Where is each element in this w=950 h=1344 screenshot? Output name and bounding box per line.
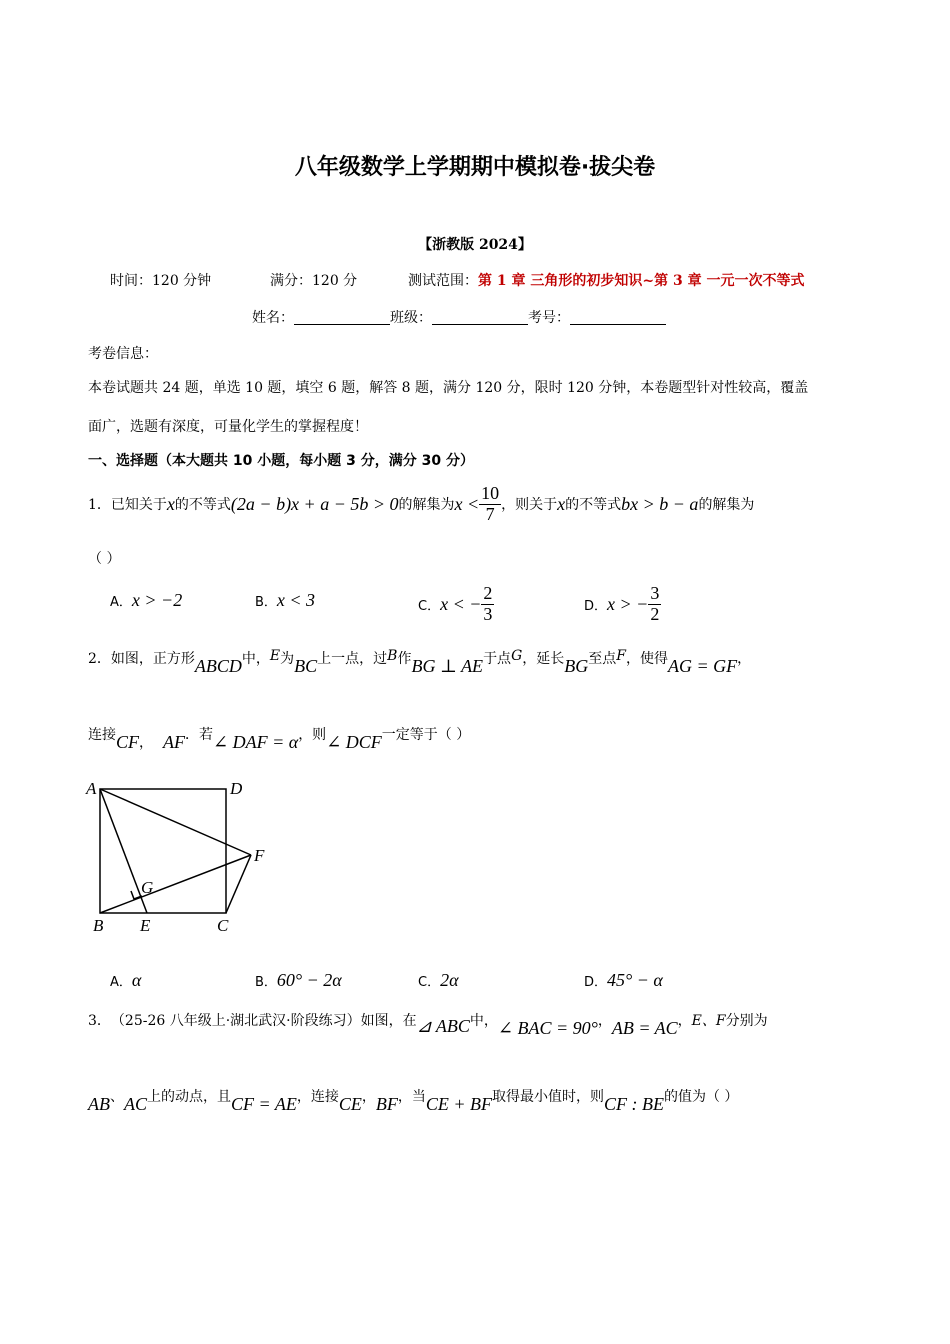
q2-point-f: F (616, 648, 626, 664)
q1-option-d-label: D． (584, 598, 608, 614)
q3-text-7: 上的动点，且 (147, 1089, 232, 1105)
q3-text-4: ， (677, 1013, 692, 1029)
q2-perpendicular: BG ⊥ AE (411, 656, 484, 676)
square-abcd (100, 789, 226, 913)
q2-segment-cf: CF (116, 732, 140, 752)
q3-text-11: 取得最小值时，则 (491, 1089, 604, 1105)
q2-point-b: B (387, 648, 398, 664)
question-2-line-2 (88, 724, 470, 753)
q3-angle: ∠ BAC = 90° (497, 1018, 598, 1038)
q2-option-d-value: 45° − α (607, 970, 663, 990)
q2-angle: ∠ DAF = α (213, 732, 299, 752)
q2-option-b-value: 60° − 2α (276, 970, 342, 990)
exam-no-label: 考号： (528, 310, 570, 326)
q2-text-10: ， (737, 651, 752, 667)
q1-solution-lhs: x < (454, 493, 480, 514)
exam-range (408, 270, 804, 290)
q2-text-4: 上一点，过 (317, 651, 388, 667)
q1-paren: （ ） (88, 551, 121, 567)
q3-text-6: 、 (110, 1089, 124, 1105)
fig-label-e: E (140, 916, 151, 935)
q3-points-ef: E、F (691, 1013, 726, 1029)
q1-option-b-value: x < 3 (276, 590, 316, 610)
q3-equation: AB = AC (611, 1018, 678, 1038)
question-2-line-1 (88, 648, 751, 677)
q2-text-7: ，延长 (522, 651, 565, 667)
q2-option-a[interactable] (110, 970, 141, 991)
question-3-line-2 (88, 1086, 738, 1115)
q1-option-c[interactable] (418, 584, 494, 625)
q1-number: 1． (88, 497, 111, 514)
q2-option-d-label: D． (584, 975, 608, 990)
q1-option-a-label: A． (110, 595, 132, 610)
q1-frac-num: 10 (481, 483, 500, 503)
question-1 (88, 484, 754, 525)
q3-text-10: ，当 (397, 1089, 426, 1105)
q3-text-2: 中， (469, 1013, 498, 1029)
q3-text-1: （25-26 八年级上·湖北武汉·阶段练习）如图，在 (110, 1013, 417, 1029)
fig-label-a: A (86, 779, 97, 798)
q2-segment-bc: BC (294, 656, 318, 676)
q3-number: 3． (88, 1013, 111, 1029)
q1-option-c-fraction (481, 584, 494, 625)
q1-text-2: 的不等式 (174, 497, 231, 514)
q2-option-b[interactable] (255, 970, 342, 991)
q3-text-8: ，连接 (296, 1089, 339, 1105)
q2-option-c-value: 2α (440, 970, 459, 990)
q2-number: 2． (88, 651, 111, 667)
q2-segment-af: AF (163, 732, 186, 752)
q1-option-b[interactable] (255, 590, 315, 611)
q1-text-1: 已知关于 (110, 497, 167, 514)
q2-square: ABCD (194, 656, 242, 676)
q2-text-8: 至点 (588, 651, 617, 667)
q1-inequality-2: bx > b − a (621, 493, 699, 514)
q1-solution-fraction (479, 484, 501, 525)
question-3-line-1 (88, 1010, 768, 1039)
q1-option-d-lhs: x > − (607, 593, 649, 614)
q3-text-9: ， (361, 1089, 376, 1105)
exam-no-blank[interactable] (570, 310, 666, 325)
info-line-1: 本卷试题共 24 题，单选 10 题，填空 6 题，解答 8 题，满分 120 分，限时 120 分钟，本卷题型针对性较高，覆盖 (88, 380, 809, 396)
fig-label-g: G (141, 878, 154, 897)
q2-text-2: 中， (241, 651, 270, 667)
q2-point-e: E (269, 648, 281, 664)
q2-text-5: 作 (397, 651, 412, 667)
q3-segment-ac: AC (124, 1094, 148, 1114)
q2-option-a-value: α (131, 970, 142, 990)
name-label: 姓名： (252, 310, 294, 326)
q2-option-d[interactable] (584, 970, 663, 991)
section-heading: 一、选择题（本大题共 10 小题，每小题 3 分，满分 30 分） (88, 453, 474, 469)
q3-text-12: 的值为（ ） (663, 1089, 739, 1105)
fill-in-line (252, 307, 666, 327)
exam-time: 时间：120 分钟 (110, 273, 212, 289)
q1-option-c-label: C． (418, 598, 441, 614)
range-label: 测试范围： (408, 273, 478, 289)
q1-frac-den: 7 (485, 503, 495, 524)
class-label: 班级： (390, 310, 432, 326)
q2-text-14: ，则 (298, 727, 327, 743)
q3-segment-ce: CE (338, 1094, 362, 1114)
q1-option-d-num: 3 (650, 583, 660, 603)
page-title: 八年级数学上学期期中模拟卷·拔尖卷 (294, 155, 656, 180)
q1-option-a-value: x > −2 (131, 590, 183, 610)
fig-label-f: F (254, 846, 265, 865)
segment-af (100, 789, 251, 855)
name-blank[interactable] (294, 310, 390, 325)
q1-option-d-den: 2 (650, 603, 660, 624)
info-heading: 考卷信息： (88, 346, 158, 362)
fig-label-b: B (93, 916, 104, 935)
q1-option-c-lhs: x < − (440, 593, 482, 614)
q2-text-15: 一定等于（ ） (381, 727, 471, 743)
q3-text-3: ， (597, 1013, 612, 1029)
q2-equation: AG = GF (667, 656, 738, 676)
range-value: 第 1 章 三角形的初步知识~第 3 章 一元一次不等式 (478, 273, 805, 289)
q3-sum: CE + BF (425, 1094, 492, 1114)
q1-text-4: ，则关于 (501, 497, 558, 514)
q1-var-x: x (166, 493, 175, 514)
q2-angle-2: ∠ DCF (326, 732, 382, 752)
q1-var-x-2: x (557, 493, 566, 514)
edition-label: 【浙教版 2024】 (418, 237, 532, 253)
q1-text-6: 的解集为 (698, 497, 755, 514)
q2-option-a-label: A． (110, 975, 132, 990)
class-blank[interactable] (432, 310, 528, 325)
q1-option-c-den: 3 (483, 603, 493, 624)
q2-option-c-label: C． (418, 975, 441, 990)
q1-option-d-fraction (648, 584, 661, 625)
q2-option-c[interactable] (418, 970, 459, 991)
q2-option-b-label: B． (255, 975, 277, 990)
q3-triangle: ⊿ ABC (416, 1016, 470, 1036)
q2-text-12: ， (139, 735, 154, 751)
q2-segment-bg: BG (564, 656, 589, 676)
q2-text-11: 连接 (88, 727, 116, 743)
q1-option-d[interactable] (584, 584, 661, 625)
info-line-2: 面广，选题有深度，可量化学生的掌握程度！ (88, 419, 368, 435)
q2-point-g: G (511, 648, 523, 664)
q3-ratio: CF : BE (603, 1094, 664, 1114)
q2-text-6: 于点 (483, 651, 512, 667)
exam-score: 满分：120 分 (270, 273, 358, 289)
q2-figure (85, 775, 285, 940)
q1-option-a[interactable] (110, 590, 182, 611)
q2-text-9: ，使得 (625, 651, 668, 667)
q1-option-c-num: 2 (483, 583, 493, 603)
q1-text-3: 的解集为 (398, 497, 455, 514)
q1-inequality: (2a − b)x + a − 5b > 0 (230, 493, 399, 514)
fig-label-d: D (230, 779, 243, 798)
q1-text-5: 的不等式 (565, 497, 622, 514)
q2-text-13: ．若 (185, 727, 214, 743)
segment-bf (100, 855, 251, 913)
q3-segment-ab: AB (88, 1094, 110, 1114)
q1-option-b-label: B． (255, 595, 277, 610)
q2-text-1: 如图，正方形 (110, 651, 195, 667)
q3-equation-2: CF = AE (231, 1094, 297, 1114)
q3-text-5: 分别为 (725, 1013, 768, 1029)
segment-ae (100, 789, 147, 913)
fig-label-c: C (217, 916, 229, 935)
q3-segment-bf: BF (375, 1094, 398, 1114)
q2-text-3: 为 (280, 651, 295, 667)
